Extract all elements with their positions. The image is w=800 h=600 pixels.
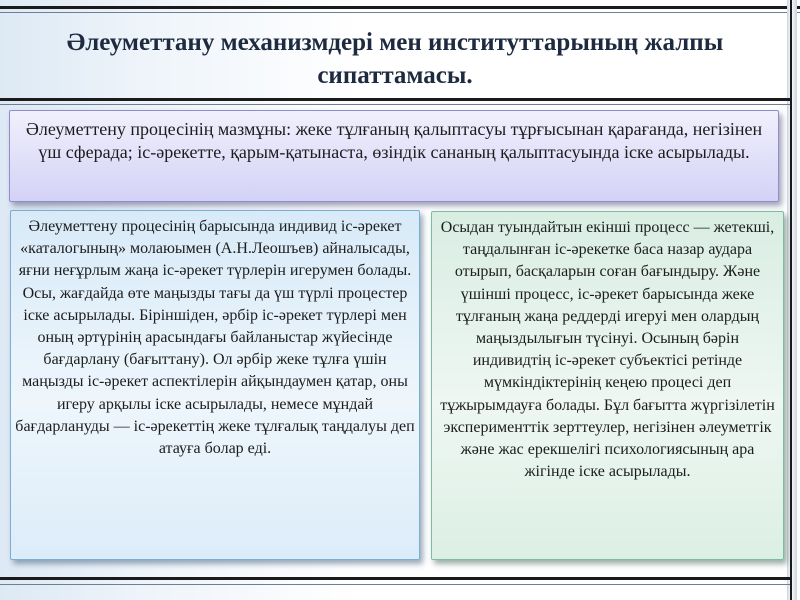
right-border-bar [787, 0, 797, 600]
bottom-rule [0, 577, 790, 580]
main-text-box: Әлеуметтену процесінің мазмұны: жеке тұлғаның қалыптасуы тұрғысынан қарағанда, негізінен үш сферада; іс-әрекетте, қарым-қатынаста, өзіндік сананың қалыптасуында іске асырылады. [9, 110, 779, 202]
left-text-box: Әлеуметтену процесінің барысында индивид іс-әрекет «каталогының» молаюымен (А.Н.Леошъев) айналысады, яғни неғұрлым жаңа іс-әрекет түрлерін игерумен болады. Осы, жағдайда өте маңызды тағы да үш түрлі процестер іске асырылады. Біріншіден, әрбір іс-әрекет түрлері мен оның әртүрінің арасындағы байланыстар жүйесінде бағдарлану (бағыттану). Ол әрбір жеке тұлға үшін маңызды іс-әрекет аспектілерін айқындаумен қатар, оны игеру арқылы іске асырылады, немесе мұндай бағдарлануды — іс-әрекеттің жеке тұлғалық таңдалуы деп атауға болар еді. [10, 210, 420, 560]
top-rule-thin [0, 12, 800, 13]
title-rule-thin [0, 104, 790, 105]
right-text-box: Осыдан туындайтын екінші процесс — жетекші, таңдалынған іс-әрекетке баса назар аудара отырып, басқаларын соған бағындыру. Және үшінші процесс, іс-әрекет барысында жеке тұлғаның жаңа реддерді игеруі мен олардың маңыздылығын түсінуі. Осының бәрін индивидтің іс-әрекет субъектісі ретінде мүмкіндіктерінің кеңею процесі деп тұжырымдауға болады. Бұл бағытта жүргізілетін эксперименттік зерттеулер, негізінен әлеуметгік және жас ерекшелігі психологиясының ара жігінде іске асырылады. [431, 211, 784, 560]
title-rule [0, 98, 790, 101]
top-rule [0, 6, 800, 9]
slide-title: Әлеуметтану механизмдері мен институттарының жалпы сипаттамасы. [66, 29, 724, 89]
right-border-line [790, 0, 792, 600]
bottom-rule-thin [0, 584, 790, 585]
